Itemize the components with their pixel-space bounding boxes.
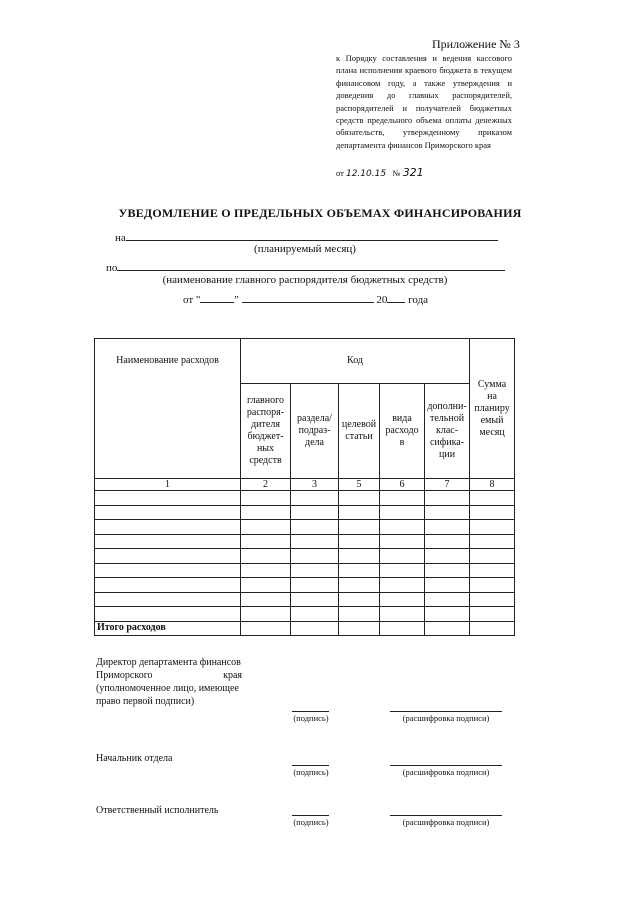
column-number: 7	[425, 479, 470, 491]
table-cell[interactable]	[291, 491, 339, 506]
table-cell[interactable]	[339, 505, 380, 520]
subheader-line: расходо	[385, 425, 419, 436]
date-close-quote: "	[234, 294, 239, 306]
table-row	[95, 505, 515, 520]
table-cell[interactable]	[470, 621, 515, 636]
subheader-line: ции	[438, 449, 456, 460]
table-cell[interactable]	[241, 607, 291, 622]
table-cell[interactable]	[291, 607, 339, 622]
sum-header-line: на	[487, 390, 497, 402]
table-cell[interactable]	[291, 520, 339, 535]
table-cell[interactable]	[380, 578, 425, 593]
table-cell[interactable]	[380, 592, 425, 607]
na-label: на	[115, 232, 126, 244]
year-prefix: 20	[376, 294, 388, 306]
table-cell[interactable]	[339, 534, 380, 549]
subheader-line: сифика-	[429, 437, 465, 448]
table-cell[interactable]	[291, 549, 339, 564]
manager-field-row	[106, 260, 505, 274]
total-label: Итого расходов	[95, 621, 241, 636]
table-cell[interactable]	[241, 520, 291, 535]
table-cell[interactable]	[241, 549, 291, 564]
table-cell[interactable]	[291, 592, 339, 607]
column-number: 3	[291, 479, 339, 491]
sum-header-line: Сумма	[477, 378, 507, 390]
sum-header-line: месяц	[479, 426, 505, 438]
subheader-line: ных	[256, 443, 275, 454]
table-cell[interactable]	[339, 592, 380, 607]
date-prefix: от	[336, 168, 344, 178]
role-line: Директор департамента финансов	[96, 657, 241, 668]
manager-field-line[interactable]	[117, 260, 505, 271]
table-cell[interactable]	[470, 520, 515, 535]
table-cell[interactable]	[470, 549, 515, 564]
year-suffix: года	[408, 294, 429, 306]
decode-line[interactable]	[390, 711, 502, 712]
appendix-title: Приложение № 3	[432, 37, 520, 51]
subheader-line: распоря-	[246, 407, 285, 418]
month-field-row	[115, 230, 498, 244]
table-cell[interactable]	[95, 563, 241, 578]
subheader-line: дополни-	[427, 401, 467, 412]
table-row	[95, 534, 515, 549]
signature-role-director	[96, 656, 242, 708]
table-cell[interactable]	[425, 621, 470, 636]
signature-line[interactable]	[292, 765, 329, 766]
table-cell[interactable]	[95, 520, 241, 535]
date-field-row	[183, 292, 428, 306]
table-cell[interactable]	[380, 621, 425, 636]
subheader-line: статьи	[345, 431, 373, 442]
table-cell[interactable]	[425, 491, 470, 506]
decode-caption: (расшифровка подписи)	[402, 767, 490, 777]
role-line: (уполномоченное лицо, имеющее	[96, 683, 239, 694]
table-cell[interactable]	[380, 563, 425, 578]
table-row	[95, 607, 515, 622]
table-cell[interactable]	[425, 549, 470, 564]
table-cell[interactable]	[95, 592, 241, 607]
decode-caption: (расшифровка подписи)	[402, 817, 490, 827]
total-row	[95, 621, 515, 636]
table-cell[interactable]	[339, 621, 380, 636]
date-open-label: от "	[183, 294, 201, 306]
table-cell[interactable]	[291, 563, 339, 578]
subheader-line: дела	[305, 437, 324, 448]
subheader-line: главного	[247, 395, 284, 406]
name-column-header: Наименование расходов	[95, 339, 241, 479]
table-cell[interactable]	[425, 505, 470, 520]
table-cell[interactable]	[291, 578, 339, 593]
table-cell[interactable]	[291, 621, 339, 636]
table-cell[interactable]	[470, 534, 515, 549]
table-cell[interactable]	[470, 491, 515, 506]
table-row	[95, 549, 515, 564]
table-cell[interactable]	[339, 549, 380, 564]
subheader-line: средств	[249, 455, 282, 466]
number-prefix: №	[392, 168, 401, 178]
column-number: 8	[470, 479, 515, 491]
column-number: 6	[380, 479, 425, 491]
role-line: Приморского	[96, 670, 153, 681]
table-cell[interactable]	[95, 491, 241, 506]
handwritten-date: 12.10.15	[345, 169, 387, 179]
code-column-header: Код	[241, 339, 470, 384]
table-cell[interactable]	[241, 505, 291, 520]
subheader-main-manager	[241, 384, 291, 479]
table-row	[95, 592, 515, 607]
table-cell[interactable]	[339, 520, 380, 535]
table-cell[interactable]	[380, 534, 425, 549]
table-cell[interactable]	[339, 578, 380, 593]
role-line: Ответственный исполнитель	[96, 805, 219, 816]
table-cell[interactable]	[380, 549, 425, 564]
subheader-line: тельной	[429, 413, 465, 424]
table-cell[interactable]	[339, 563, 380, 578]
month-caption: (планируемый месяц)	[254, 243, 356, 255]
table-cell[interactable]	[95, 578, 241, 593]
table-cell[interactable]	[425, 520, 470, 535]
signature-role-head	[96, 752, 173, 765]
table-cell[interactable]	[241, 534, 291, 549]
subheader-expense-type	[380, 384, 425, 479]
sum-header-line: планиру	[474, 402, 510, 414]
signature-role-executor	[96, 804, 218, 817]
document-title: УВЕДОМЛЕНИЕ О ПРЕДЕЛЬНЫХ ОБЪЕМАХ ФИНАНСИРОВАНИЯ	[118, 206, 522, 220]
table-cell[interactable]	[95, 549, 241, 564]
table-cell[interactable]	[380, 505, 425, 520]
table-cell[interactable]	[470, 505, 515, 520]
month-name-field-line[interactable]	[242, 292, 374, 303]
table-row	[95, 520, 515, 535]
column-number: 5	[339, 479, 380, 491]
table-cell[interactable]	[425, 592, 470, 607]
column-number-row	[95, 479, 515, 491]
handwritten-number: 321	[402, 166, 424, 179]
subheader-line: целевой	[341, 419, 377, 430]
table-cell[interactable]	[380, 607, 425, 622]
manager-caption: (наименование главного распорядителя бюджетных средств)	[162, 274, 448, 286]
table-cell[interactable]	[425, 534, 470, 549]
financing-table	[94, 338, 515, 636]
table-cell[interactable]	[241, 563, 291, 578]
table-cell[interactable]	[95, 505, 241, 520]
table-cell[interactable]	[241, 621, 291, 636]
table-cell[interactable]	[291, 505, 339, 520]
month-field-line[interactable]	[126, 230, 498, 241]
day-field-line[interactable]	[200, 292, 234, 303]
column-number: 1	[95, 479, 241, 491]
signature-caption: (подпись)	[293, 817, 329, 827]
subheader-line: раздела/	[297, 413, 332, 424]
signature-line[interactable]	[292, 815, 329, 816]
table-row	[95, 563, 515, 578]
role-line: края	[223, 670, 242, 681]
table-cell[interactable]	[470, 578, 515, 593]
role-line: Начальник отдела	[96, 753, 173, 764]
sum-header-line: емый	[480, 414, 504, 426]
decode-line[interactable]	[390, 815, 502, 816]
role-line-justified	[96, 669, 242, 682]
table-cell[interactable]	[241, 592, 291, 607]
sum-column-header	[470, 339, 515, 479]
subheader-additional-class	[425, 384, 470, 479]
table-cell[interactable]	[470, 563, 515, 578]
table-cell[interactable]	[425, 578, 470, 593]
table-cell[interactable]	[241, 578, 291, 593]
subheader-line: дителя	[251, 419, 280, 430]
subheader-line: бюджет-	[247, 431, 284, 442]
table-cell[interactable]	[339, 607, 380, 622]
table-cell[interactable]	[95, 534, 241, 549]
po-label: по	[106, 262, 118, 274]
table-cell[interactable]	[95, 607, 241, 622]
subheader-target-item	[339, 384, 380, 479]
table-cell[interactable]	[425, 607, 470, 622]
table-row	[95, 578, 515, 593]
subheader-line: в	[399, 437, 405, 448]
decode-caption: (расшифровка подписи)	[402, 713, 490, 723]
appendix-text: к Порядку составления и ведения кассового плана исполнения краевого бюджета в текущем финансовом году, а также утверждения и доведения до главных распорядителей, распорядителей и получателей бюджетных средств предельного объема оплаты денежных обязательств, утвержденному приказом департамента финансов Приморского края	[336, 53, 512, 150]
table-cell[interactable]	[380, 520, 425, 535]
table-cell[interactable]	[425, 563, 470, 578]
table-cell[interactable]	[470, 592, 515, 607]
signature-line[interactable]	[292, 711, 329, 712]
year-field-line[interactable]	[387, 292, 405, 303]
signature-caption: (подпись)	[293, 713, 329, 723]
subheader-line: клас-	[435, 425, 459, 436]
subheader-section	[291, 384, 339, 479]
column-number: 2	[241, 479, 291, 491]
table-header-row	[95, 339, 515, 384]
table-cell[interactable]	[339, 491, 380, 506]
role-line: право первой подписи)	[96, 696, 195, 707]
empty-rows-body	[95, 491, 515, 622]
appendix-date-line	[336, 166, 424, 179]
table-cell[interactable]	[241, 491, 291, 506]
decode-line[interactable]	[390, 765, 502, 766]
signature-caption: (подпись)	[293, 767, 329, 777]
subheader-line: вида	[392, 413, 412, 424]
table-cell[interactable]	[380, 491, 425, 506]
table-cell[interactable]	[470, 607, 515, 622]
table-row	[95, 491, 515, 506]
table-cell[interactable]	[291, 534, 339, 549]
subheader-line: подраз-	[298, 425, 331, 436]
